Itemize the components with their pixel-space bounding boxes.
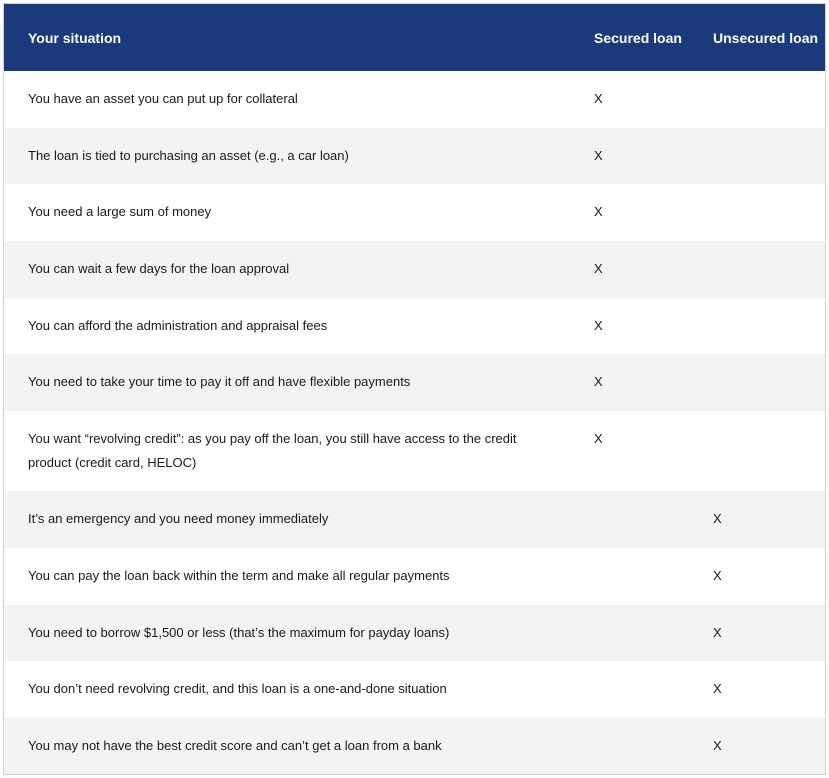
secured-mark: X	[594, 374, 603, 390]
header-secured-loan: Secured loan	[594, 29, 682, 46]
secured-mark	[572, 661, 691, 718]
unsecured-mark	[691, 71, 825, 128]
header-unsecured-loan: Unsecured loan	[713, 29, 819, 46]
table-row	[4, 354, 825, 411]
unsecured-mark: X	[713, 681, 722, 697]
table-row	[4, 71, 825, 128]
unsecured-mark: X	[713, 511, 722, 527]
secured-mark: X	[594, 204, 603, 220]
situation-cell: You need to borrow $1,500 or less (that’s the maximum for payday loans)	[28, 624, 450, 640]
situation-cell: You can pay the loan back within the term and make all regular payments	[28, 567, 450, 583]
secured-mark	[572, 718, 691, 775]
unsecured-mark: X	[713, 737, 722, 753]
loan-comparison-table	[4, 4, 825, 775]
secured-mark: X	[594, 91, 603, 106]
situation-cell: You can wait a few days for the loan approval	[28, 261, 290, 277]
situation-cell: It’s an emergency and you need money immediately	[28, 511, 329, 527]
unsecured-mark: X	[713, 567, 722, 583]
situation-cell: You have an asset you can put up for collateral	[28, 91, 298, 106]
situation-cell: The loan is tied to purchasing an asset (e.g., a car loan)	[28, 147, 349, 163]
unsecured-mark	[691, 411, 825, 491]
secured-mark	[572, 605, 691, 662]
unsecured-mark	[691, 184, 825, 241]
secured-mark	[572, 491, 691, 548]
table-row	[4, 718, 825, 775]
table-row	[4, 661, 825, 718]
table-row	[4, 548, 825, 605]
header-situation: Your situation	[28, 29, 122, 46]
situation-cell: You want “revolving credit”: as you pay off the loan, you still have access to the credit product (credit card, HELOC)	[28, 431, 517, 471]
unsecured-mark	[691, 241, 825, 298]
secured-mark	[572, 548, 691, 605]
table-row	[4, 491, 825, 548]
table-row	[4, 411, 825, 491]
table-row	[4, 298, 825, 355]
situation-cell: You don’t need revolving credit, and this loan is a one-and-done situation	[28, 681, 447, 697]
table-row	[4, 605, 825, 662]
secured-mark: X	[594, 431, 603, 447]
table-row	[4, 184, 825, 241]
situation-cell: You may not have the best credit score and can’t get a loan from a bank	[28, 737, 442, 753]
secured-mark: X	[594, 147, 603, 163]
secured-mark: X	[594, 317, 603, 333]
table-row	[4, 241, 825, 298]
unsecured-mark	[691, 354, 825, 411]
unsecured-mark	[691, 298, 825, 355]
unsecured-mark: X	[713, 624, 722, 640]
comparison-table-container	[3, 3, 826, 775]
secured-mark: X	[594, 261, 603, 277]
unsecured-mark	[691, 128, 825, 185]
situation-cell: You need to take your time to pay it off and have flexible payments	[28, 374, 411, 390]
table-row	[4, 128, 825, 185]
situation-cell: You need a large sum of money	[28, 204, 212, 220]
table-header-row	[4, 4, 825, 71]
situation-cell: You can afford the administration and appraisal fees	[28, 317, 328, 333]
